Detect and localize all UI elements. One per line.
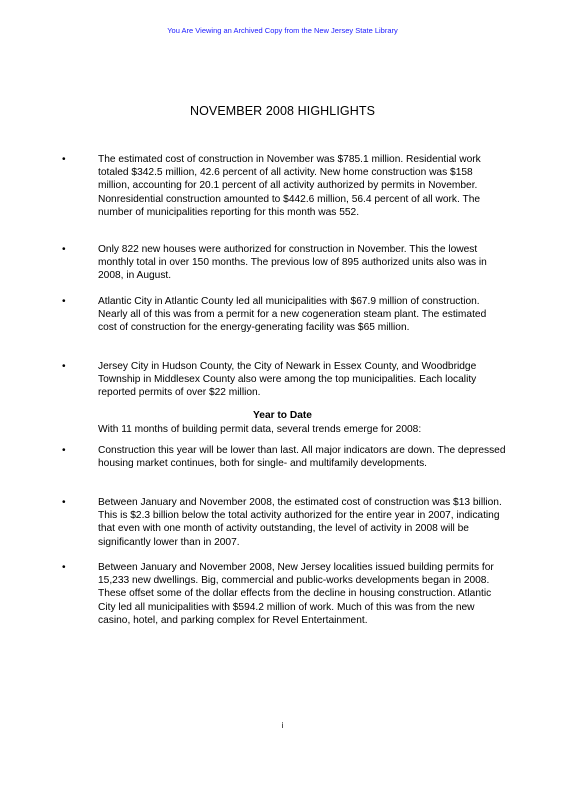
year-to-date-text: Between January and November 2008, the estimated cost of construction was $13 billion. This is $2.3 billion below the total activity authorized for the entire year in 2007, indicating that even with one month of activity outstanding, the level of activity in 2008 will be significantly lower than in 2007. <box>98 497 502 548</box>
page-title: NOVEMBER 2008 HIGHLIGHTS <box>189 104 376 118</box>
bullet-icon: • <box>62 361 66 372</box>
bullet-icon: • <box>62 497 66 508</box>
archive-notice-banner: You Are Viewing an Archived Copy from the New Jersey State Library <box>167 26 398 35</box>
bullet-icon: • <box>62 154 66 165</box>
year-to-date-text: Construction this year will be lower than last. All major indicators are down. The depressed housing market continues, both for single- and multifamily developments. <box>98 445 506 470</box>
page-number: i <box>281 721 284 730</box>
highlight-text: Only 822 new houses were authorized for construction in November. This the lowest monthly total in over 150 months. The previous low of 895 authorized units also was in 2008, in August. <box>98 244 487 282</box>
bullet-icon: • <box>62 562 66 573</box>
highlight-text: Jersey City in Hudson County, the City of Newark in Essex County, and Woodbridge Township in Middlesex County also were among the top municipalities. Each locality reported permits of over $22 million. <box>98 361 477 399</box>
year-to-date-text: Between January and November 2008, New Jersey localities issued building permits for 15,233 new dwellings. Big, commercial and public-works developments began in 2008. These offset some of the dollar effects from the decline in housing construction. Atlantic City led all municipalities with $594.2 million of work. Much of this was from the new casino, hotel, and parking complex for Revel Entertainment. <box>98 562 494 626</box>
highlight-text: Atlantic City in Atlantic County led all municipalities with $67.9 million of construction. Nearly all of this was from a permit for a new cogeneration steam plant. The estimated cost of construction for the energy-generating facility was $65 million. <box>98 296 487 334</box>
year-to-date-heading: Year to Date <box>253 410 312 421</box>
year-to-date-intro: With 11 months of building permit data, several trends emerge for 2008: <box>98 424 422 435</box>
bullet-icon: • <box>62 244 66 255</box>
highlight-text: The estimated cost of construction in November was $785.1 million. Residential work totaled $342.5 million, 42.6 percent of all activity. New home construction was $158 million, accounting for 20.1 percent of all activity authorized by permits in November. Nonresidential construction amounted to $442.6 million, 56.4 percent of all work. The number of municipalities reporting for this month was 552. <box>98 154 481 218</box>
bullet-icon: • <box>62 445 66 456</box>
bullet-icon: • <box>62 296 66 307</box>
